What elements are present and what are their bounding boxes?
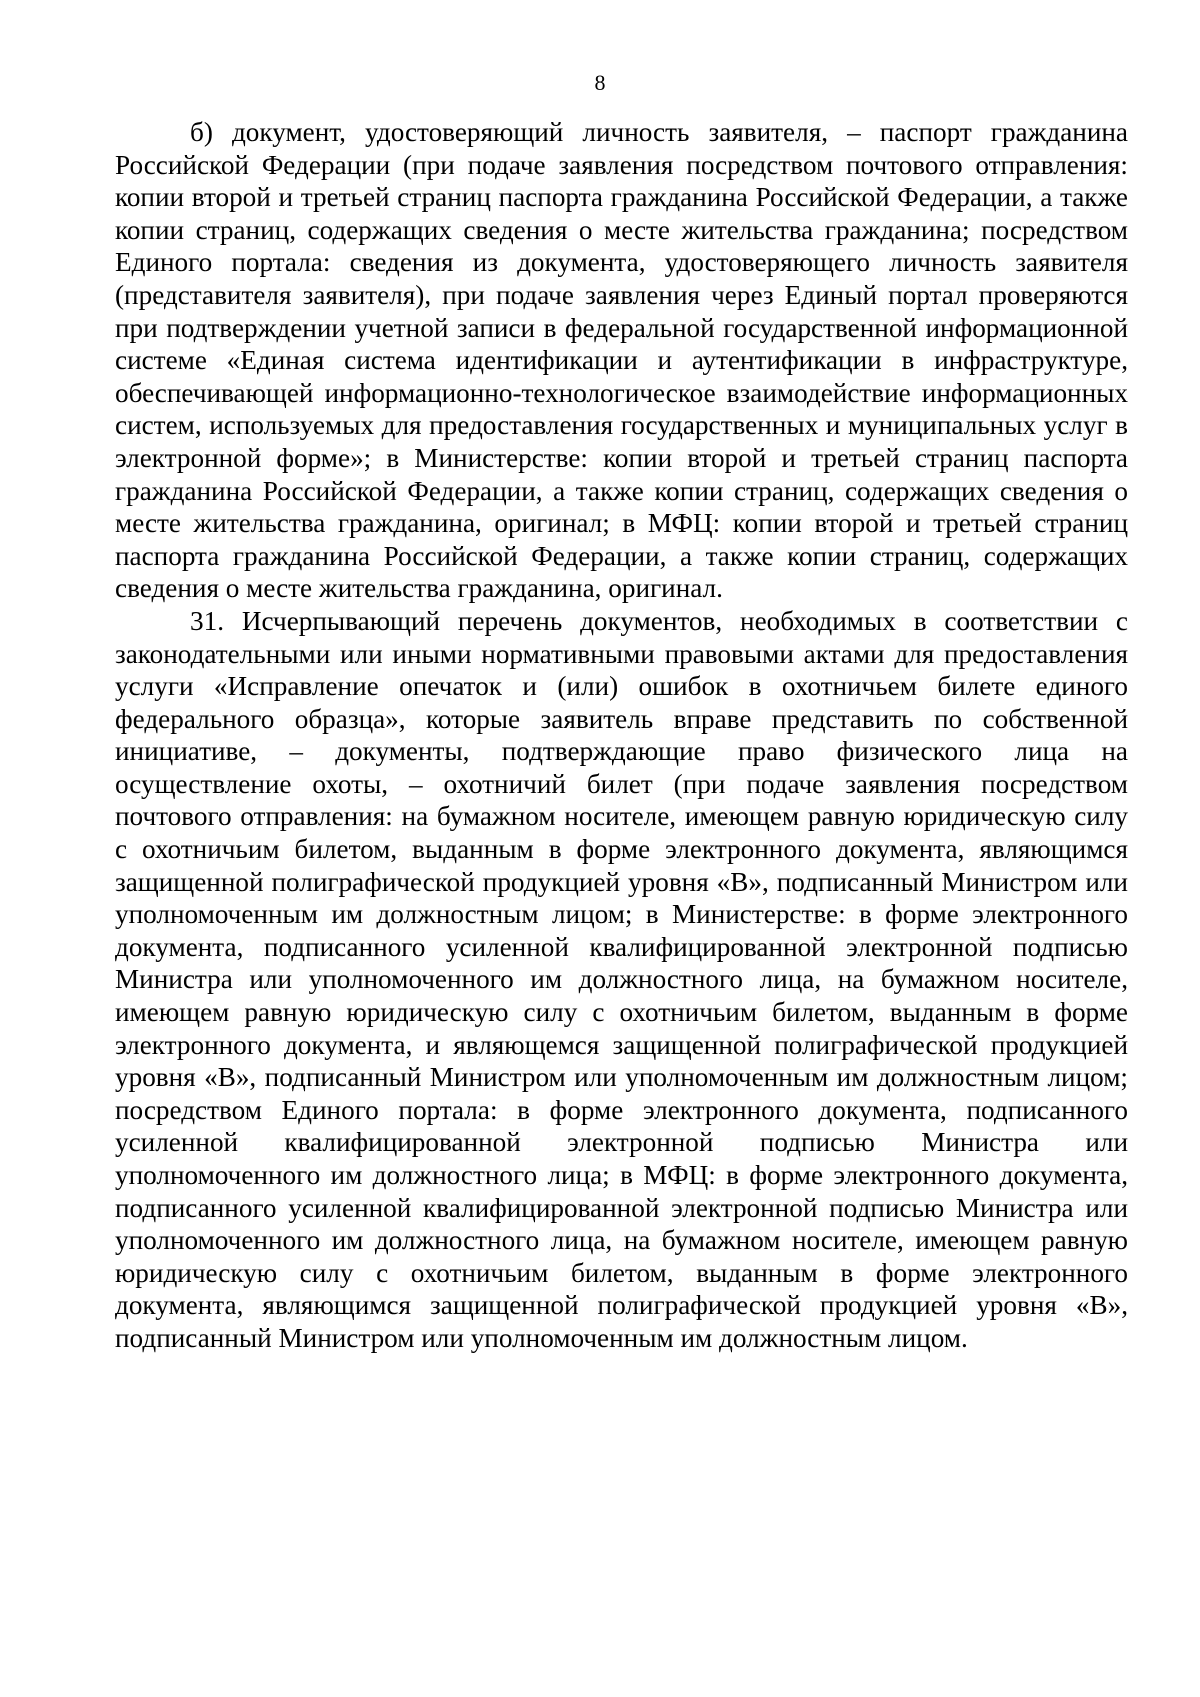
page-number: 8 xyxy=(594,70,606,95)
paragraph-31: 31. Исчерпывающий перечень документов, необходимых в соответствии с законодательными или иными нормативными правовыми актами для предоставления услуги «Исправление опечаток и (или) ошибок в охотничьем билете единого федерального образца», которые заявитель вправе представить по собственной инициативе, – документы, подтверждающие право физического лица на осуществление охоты, – охотничий билет (при подаче заявления посредством почтового отправления: на бумажном носителе, имеющем равную юридическую силу с охотничьим билетом, выданным в форме электронного документа, являющимся защищенной полиграфической продукцией уровня «В», подписанный Министром или уполномоченным им должностным лицом; в Министерстве: в форме электронного документа, подписанного усиленной квалифицированной электронной подписью Министра или уполномоченного им должностного лица, на бумажном носителе, имеющем равную юридическую силу с охотничьим билетом, выданным в форме электронного документа, и являющемся защищенной полиграфической продукцией уровня «В», подписанный Министром или уполномоченным им должностным лицом; посредством Единого портала: в форме электронного документа, подписанного усиленной квалифицированной электронной подписью Министра или уполномоченного им должностного лица; в МФЦ: в форме электронного документа, подписанного усиленной квалифицированной электронной подписью Министра или уполномоченного им должностного лица, на бумажном носителе, имеющем равную юридическую силу с охотничьим билетом, выданным в форме электронного документа, являющимся защищенной полиграфической продукцией уровня «В», подписанный Министром или уполномоченным им должностным лицом. xyxy=(115,605,1128,1353)
paragraph-passport: б) документ, удостоверяющий личность заявителя, – паспорт гражданина Российской Федерации (при подаче заявления посредством почтового отправления: копии второй и третьей страниц паспорта гражданина Российской Федерации, а также копии страниц, содержащих сведения о месте жительства гражданина; посредством Единого портала: сведения из документа, удостоверяющего личность заявителя (представителя заявителя), при подаче заявления через Единый портал проверяются при подтверждении учетной записи в федеральной государственной информационной системе «Единая система идентификации и аутентификации в инфраструктуре, обеспечивающей информационно-технологическое взаимодействие информационных систем, используемых для предоставления государственных и муниципальных услуг в электронной форме»; в Министерстве: копии второй и третьей страниц паспорта гражданина Российской Федерации, а также копии страниц, содержащих сведения о месте жительства гражданина, оригинал; в МФЦ: копии второй и третьей страниц паспорта гражданина Российской Федерации, а также копии страниц, содержащих сведения о месте жительства гражданина, оригинал. xyxy=(115,117,1128,604)
document-body xyxy=(115,116,1128,1355)
